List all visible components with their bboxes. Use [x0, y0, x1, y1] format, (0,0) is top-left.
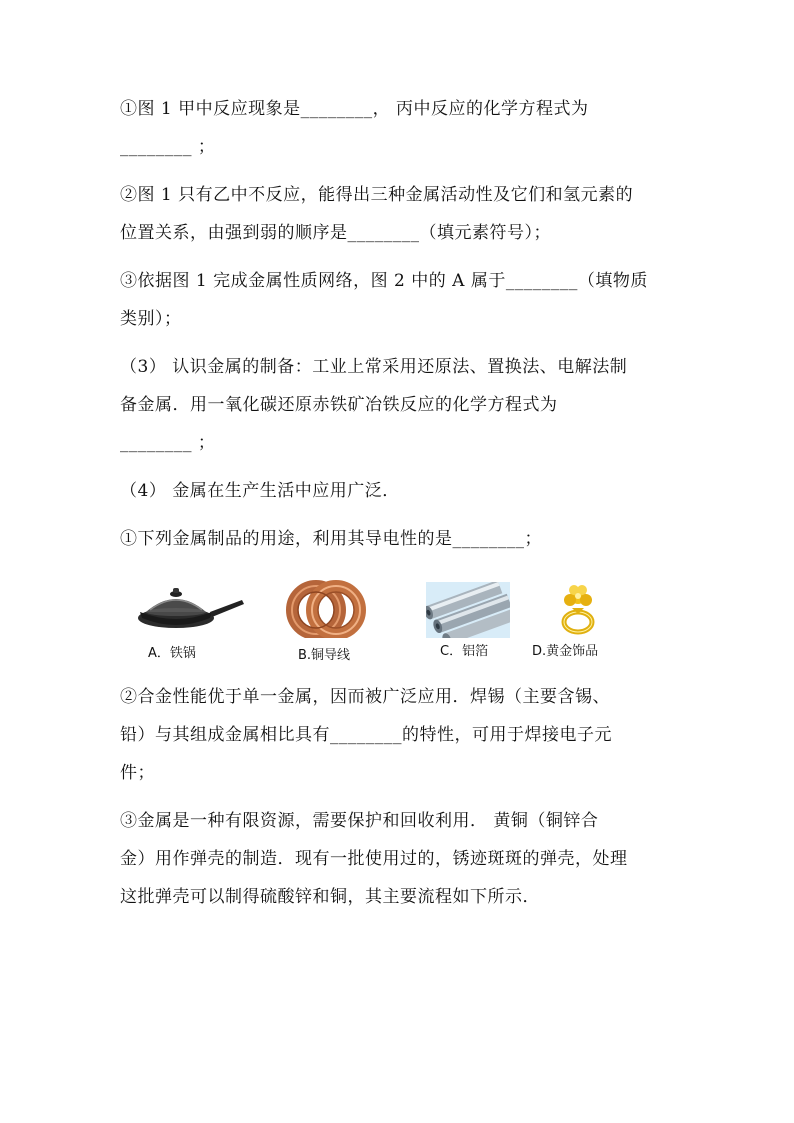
text-line: 金）用作弹壳的制造．现有一批使用过的，锈迹斑斑的弹壳，处理	[120, 849, 628, 869]
text-line: ②图 1 只有乙中不反应，能得出三种金属活动性及它们和氢元素的	[120, 185, 634, 205]
caption-aluminum-foil: C．铝箔	[440, 644, 489, 659]
metal-products-figure	[120, 576, 680, 666]
text-line: 位置关系，由强到弱的顺序是________（填元素符号）；	[120, 223, 551, 243]
text-line: ①下列金属制品的用途，利用其导电性的是________；	[120, 529, 542, 549]
iron-wok-image	[136, 582, 246, 632]
section-4-question-3	[120, 802, 680, 916]
question-2-paragraph	[120, 176, 680, 252]
text-line: 件；	[120, 763, 155, 783]
section-4-paragraph	[120, 472, 680, 510]
section-3-paragraph	[120, 348, 680, 462]
caption-gold-jewelry: D.黄金饰品	[532, 644, 599, 659]
text-line: ③金属是一种有限资源，需要保护和回收利用． 黄铜（铜锌合	[120, 811, 599, 831]
text-line: 铅）与其组成金属相比具有________的特性，可用于焊接电子元	[120, 725, 612, 745]
gold-ring-image	[558, 578, 598, 638]
aluminum-foil-image	[426, 582, 510, 638]
section-4-question-2	[120, 678, 680, 792]
copper-wire-image	[286, 580, 366, 638]
text-line: ③依据图 1 完成金属性质网络，图 2 中的 A 属于________（填物质	[120, 271, 648, 291]
text-line: ②合金性能优于单一金属，因而被广泛应用．焊锡（主要含锡、	[120, 687, 610, 707]
text-line: ①图 1 甲中反应现象是________， 丙中反应的化学方程式为	[120, 99, 589, 119]
text-line: （4） 金属在生产生活中应用广泛．	[120, 481, 400, 501]
question-1-paragraph	[120, 90, 680, 166]
caption-copper-wire: B.铜导线	[298, 648, 351, 663]
text-line: 这批弹壳可以制得硫酸锌和铜，其主要流程如下所示．	[120, 887, 540, 907]
text-line: 备金属．用一氧化碳还原赤铁矿冶铁反应的化学方程式为	[120, 395, 558, 415]
text-line: 类别）；	[120, 309, 182, 329]
question-3-paragraph	[120, 262, 680, 338]
text-line: ________ ；	[120, 433, 216, 453]
caption-iron-wok: A．铁锅	[148, 646, 196, 661]
text-line: （3） 认识金属的制备：工业上常采用还原法、置换法、电解法制	[120, 357, 628, 377]
section-4-question-1	[120, 520, 680, 558]
text-line: ________ ；	[120, 137, 216, 157]
